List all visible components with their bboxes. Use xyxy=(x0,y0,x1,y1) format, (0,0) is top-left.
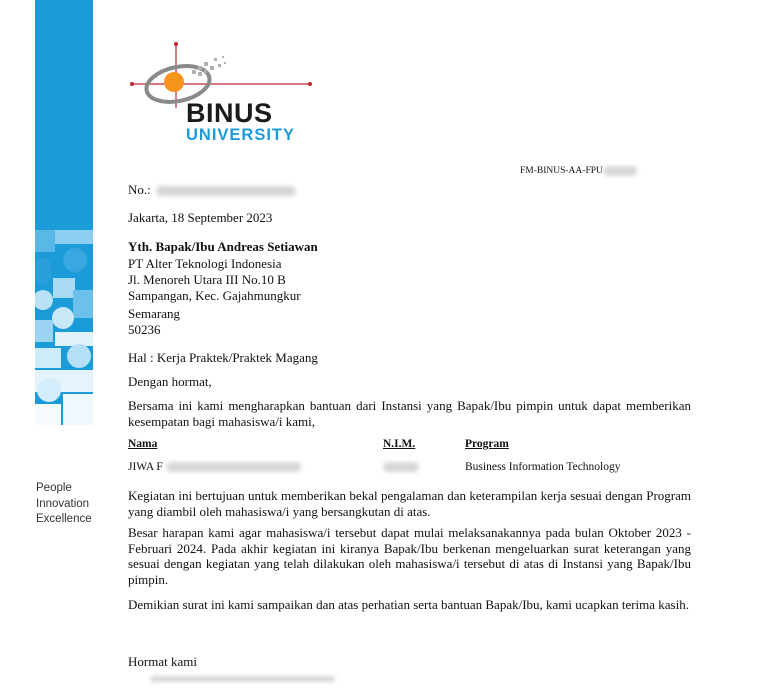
table-header-program: Program xyxy=(465,438,509,450)
student-name-cell xyxy=(128,461,301,473)
redacted-form-code xyxy=(603,166,637,176)
brand-tagline xyxy=(36,481,92,528)
recipient-name: Yth. Bapak/Ibu Andreas Setiawan xyxy=(128,239,318,254)
logo-wordmark-binus: BINUS xyxy=(186,98,273,128)
letter-number xyxy=(128,182,296,198)
brand-sidebar-pattern xyxy=(35,230,93,425)
recipient-address-line: Sampangan, Kec. Gajahmungkur xyxy=(128,288,301,303)
form-code xyxy=(520,166,637,176)
redacted-letter-number xyxy=(156,186,296,196)
student-nim-cell xyxy=(383,461,419,473)
letter-date: Jakarta, 18 September 2023 xyxy=(128,210,273,225)
redacted-student-nim xyxy=(383,462,419,472)
recipient-address-line: 50236 xyxy=(128,322,161,337)
letter-greeting: Dengan hormat, xyxy=(128,374,212,389)
brand-sidebar-solid xyxy=(35,0,93,230)
body-paragraph: Demikian surat ini kami sampaikan dan atas perhatian serta bantuan Bapak/Ibu, kami ucapkan terima kasih. xyxy=(128,597,689,612)
letter-subject: Hal : Kerja Praktek/Praktek Magang xyxy=(128,350,318,365)
recipient-address-line: Semarang xyxy=(128,306,180,321)
table-header-nim: N.I.M. xyxy=(383,438,416,450)
tagline-line: People xyxy=(36,482,72,494)
form-code-text: FM-BINUS-AA-FPU xyxy=(520,166,603,177)
tagline-line: Innovation xyxy=(36,497,90,510)
body-paragraph: Kegiatan ini bertujuan untuk memberikan bekal pengalaman dan keterampilan kerja sesuai dengan Program yang diambil oleh mahasiswa/i yang bersangkutan di atas. xyxy=(128,488,691,519)
closing-text: Hormat kami xyxy=(128,654,197,669)
cutoff-signature-line xyxy=(150,670,335,688)
recipient-address-line: PT Alter Teknologi Indonesia xyxy=(128,256,282,271)
tagline-line: Excellence xyxy=(36,513,92,525)
student-program-cell: Business Information Technology xyxy=(465,461,621,473)
binus-logo xyxy=(128,40,318,155)
logo-wordmark-university: UNIVERSITY xyxy=(186,126,296,144)
brand-sidebar xyxy=(35,0,93,425)
letter-number-label: No.: xyxy=(128,182,151,197)
student-name-prefix: JIWA F xyxy=(128,461,163,473)
recipient-address-line: Jl. Menoreh Utara III No.10 B xyxy=(128,272,286,287)
intro-paragraph: Bersama ini kami mengharapkan bantuan dari Instansi yang Bapak/Ibu pimpin untuk dapat memberikan kesempatan bagi mahasiswa/i kami, xyxy=(128,398,691,429)
table-header-name: Nama xyxy=(128,438,158,450)
redacted-signature-line xyxy=(150,676,335,682)
body-paragraph: Besar harapan kami agar mahasiswa/i tersebut dapat mulai melaksanakannya pada bulan Oktober 2023 - Februari 2024. Pada akhir kegiatan ini kiranya Bapak/Ibu berkenan mengeluarkan surat keterangan yang sesuai dengan kegiatan yang telah dilakukan oleh mahasiswa/i tersebut di atas di Instansi yang Bapak/Ibu pimpin. xyxy=(128,525,691,587)
redacted-student-name xyxy=(166,462,301,472)
